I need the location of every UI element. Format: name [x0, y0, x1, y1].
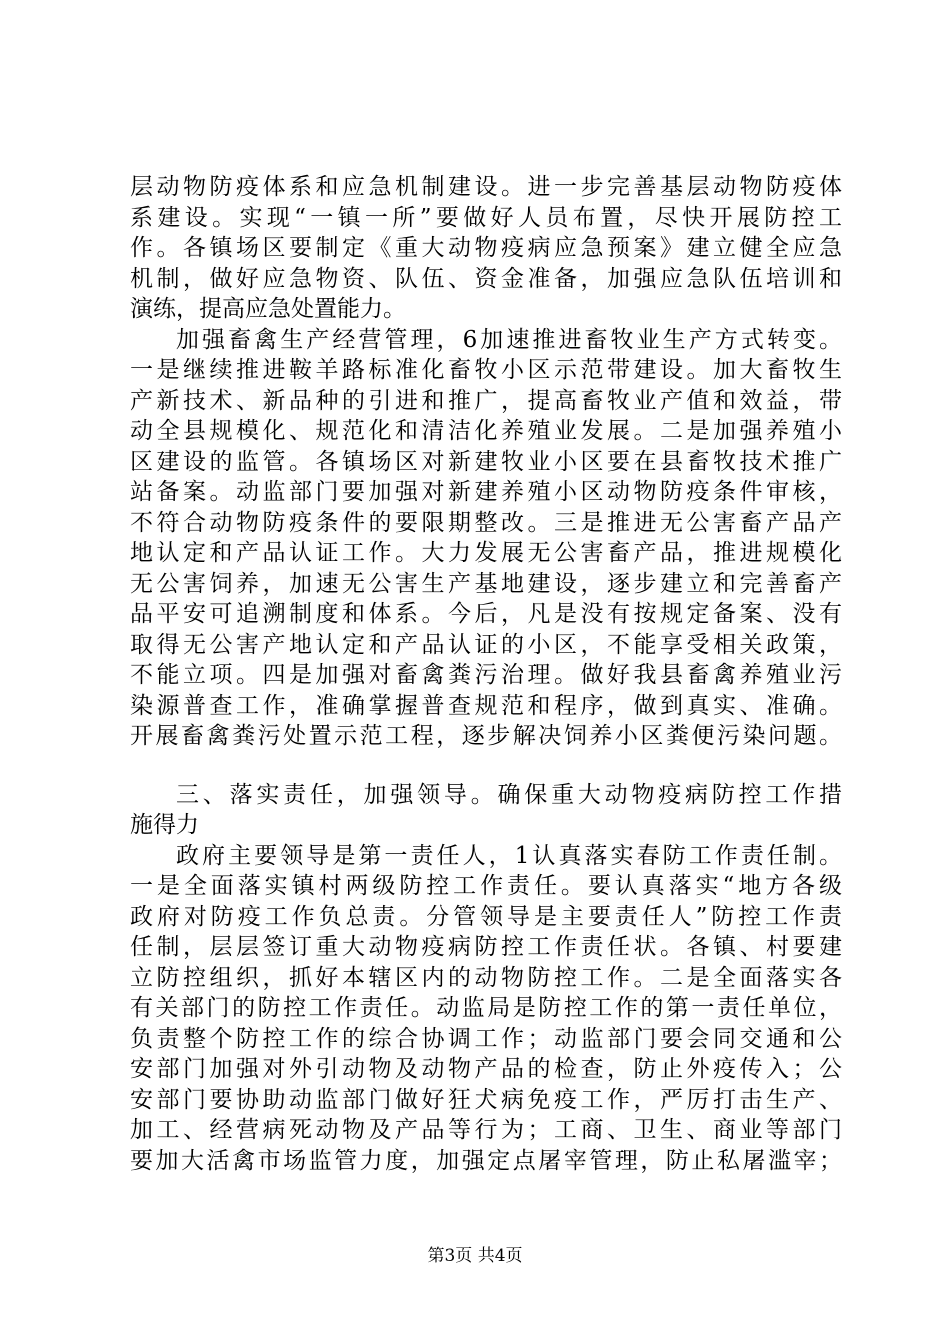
paragraph-4	[130, 841, 842, 1177]
text-line: 机制，做好应急物资、队伍、资金准备，加强应急队伍培训和	[130, 265, 842, 292]
text-line: 开展畜禽粪污处置示范工程，逐步解决饲养小区粪便污染问题。	[130, 723, 842, 749]
text-line: 动全县规模化、规范化和清洁化养殖业发展。二是加强养殖小	[130, 418, 842, 444]
page-footer	[0, 1246, 950, 1266]
text-line: 不符合动物防疫条件的要限期整改。三是推进无公害畜产品产	[130, 509, 842, 536]
text-line: 加强畜禽生产经营管理，6加速推进畜牧业生产方式转变。	[176, 326, 842, 353]
paragraph-1	[130, 172, 842, 325]
text-line: 取得无公害产地认定和产品认证的小区，不能享受相关政策，	[130, 631, 842, 658]
text-line: 无公害饲养，加速无公害生产基地建设，逐步建立和完善畜产	[130, 570, 842, 597]
page-number: 第3页 共4页	[427, 1246, 523, 1266]
text-line: 一是全面落实镇村两级防控工作责任。要认真落实“地方各级	[130, 873, 842, 899]
text-line: 演练，提高应急处置能力。	[130, 296, 406, 322]
paragraph-gap	[130, 752, 842, 780]
text-line: 政府对防疫工作负总责。分管领导是主要责任人”防控工作责	[130, 903, 842, 930]
text-line: 区建设的监管。各镇场区对新建牧业小区要在县畜牧技术推广	[130, 448, 842, 475]
text-line: 有关部门的防控工作责任。动监局是防控工作的第一责任单位，	[130, 995, 842, 1021]
text-line: 品平安可追溯制度和体系。今后，凡是没有按规定备案、没有	[130, 601, 842, 627]
document-body	[130, 172, 842, 1176]
text-line: 政府主要领导是第一责任人，1认真落实春防工作责任制。	[176, 842, 842, 869]
text-line: 安部门要协助动监部门做好狂犬病免疫工作，严厉打击生产、	[130, 1086, 842, 1113]
text-line: 任制，层层签订重大动物疫病防控工作责任状。各镇、村要建	[130, 934, 842, 960]
paragraph-2	[130, 325, 842, 752]
text-line: 产新技术、新品种的引进和推广，提高畜牧业产值和效益，带	[130, 387, 842, 414]
text-line: 地认定和产品认证工作。大力发展无公害畜产品，推进规模化	[130, 540, 842, 566]
text-line: 层动物防疫体系和应急机制建设。进一步完善基层动物防疫体	[130, 174, 842, 200]
text-line: 要加大活禽市场监管力度，加强定点屠宰管理，防止私屠滥宰；	[130, 1147, 842, 1174]
text-line: 作。各镇场区要制定《重大动物疫病应急预案》建立健全应急	[130, 235, 842, 261]
text-line: 加工、经营病死动物及产品等行为；工商、卫生、商业等部门	[130, 1117, 842, 1143]
text-line: 施得力	[130, 812, 199, 838]
text-line: 一是继续推进鞍羊路标准化畜牧小区示范带建设。加大畜牧生	[130, 357, 842, 383]
text-line: 染源普查工作，准确掌握普查规范和程序，做到真实、准确。	[130, 692, 842, 719]
text-line: 三、落实责任，加强领导。确保重大动物疫病防控工作措	[176, 781, 842, 808]
text-line: 不能立项。四是加强对畜禽粪污治理。做好我县畜禽养殖业污	[130, 662, 842, 688]
section-heading	[130, 780, 842, 841]
text-line: 系建设。实现“一镇一所”要做好人员布置，尽快开展防控工	[130, 204, 842, 231]
text-line: 站备案。动监部门要加强对新建养殖小区动物防疫条件审核，	[130, 479, 842, 505]
text-line: 立防控组织，抓好本辖区内的动物防控工作。二是全面落实各	[130, 964, 842, 991]
text-line: 安部门加强对外引动物及动物产品的检查，防止外疫传入；公	[130, 1056, 842, 1082]
text-line: 负责整个防控工作的综合协调工作；动监部门要会同交通和公	[130, 1025, 842, 1052]
